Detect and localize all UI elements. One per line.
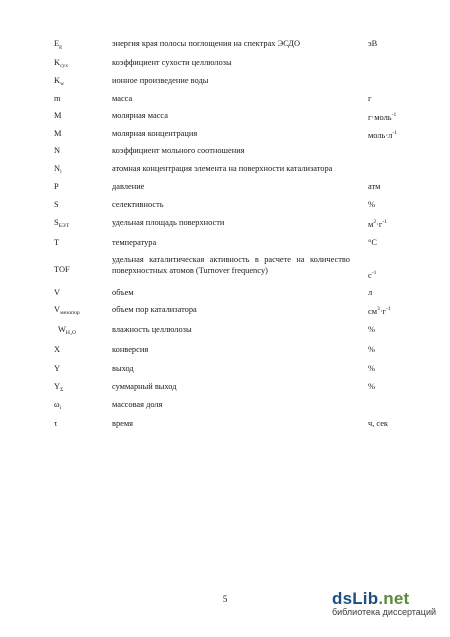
watermark-logo xyxy=(332,589,436,609)
unit-main: м xyxy=(368,220,374,229)
symbol-main: W xyxy=(58,325,66,334)
notation-symbol xyxy=(54,181,59,192)
symbol-main: Y xyxy=(54,364,61,373)
notation-description: конверсия xyxy=(112,345,149,354)
notation-unit xyxy=(368,363,375,374)
notation-description: коэффициент мольного соотношения xyxy=(112,146,245,155)
notation-symbol xyxy=(54,344,60,355)
watermark xyxy=(332,589,436,617)
symbol-main: P xyxy=(54,182,59,191)
notation-unit xyxy=(368,217,387,230)
symbol-subscript: i xyxy=(59,405,62,411)
notation-symbol xyxy=(54,264,70,275)
notation-unit xyxy=(368,268,376,281)
notation-description: удельная каталитическая активность в расчете на количество поверхностных атомов (Turnover frequency) xyxy=(112,255,350,275)
notation-description: молярная масса xyxy=(112,111,168,120)
notation-unit xyxy=(368,128,397,141)
unit-middle: ·г xyxy=(379,307,387,316)
notation-description: атомная концентрация элемента на поверхности катализатора xyxy=(112,164,333,173)
notation-unit xyxy=(368,199,375,210)
notation-unit xyxy=(368,324,375,335)
symbol-main: S xyxy=(54,200,59,209)
unit-superscript: -1 xyxy=(391,112,397,118)
unit-superscript: -1 xyxy=(382,219,388,225)
notation-unit xyxy=(368,181,380,192)
notation-description: температура xyxy=(112,238,157,247)
unit-main: атм xyxy=(368,182,381,191)
symbol-main: Y xyxy=(54,382,61,391)
notation-symbol xyxy=(54,128,61,139)
unit-main: % xyxy=(368,382,375,391)
symbol-main: N xyxy=(54,164,61,173)
symbol-subscript: Σ xyxy=(60,387,64,393)
unit-main: моль·л xyxy=(368,131,393,140)
symbol-main: V xyxy=(54,305,61,314)
symbol-subscript: мезопор xyxy=(60,310,80,316)
unit-main: % xyxy=(368,345,375,354)
notation-description: масса xyxy=(112,94,133,103)
symbol-main: T xyxy=(54,238,60,247)
unit-main: % xyxy=(368,325,375,334)
symbol-main: X xyxy=(54,345,61,354)
symbol-main: ω xyxy=(54,400,60,409)
unit-main: см xyxy=(368,307,378,316)
notation-symbol xyxy=(54,304,80,319)
notation-description: массовая доля xyxy=(112,400,163,409)
notation-unit xyxy=(368,304,391,317)
symbol-main: M xyxy=(54,129,62,138)
symbol-main: K xyxy=(54,76,61,85)
notation-symbol xyxy=(54,363,60,374)
unit-superscript: 3 xyxy=(377,306,380,312)
notation-description: селективность xyxy=(112,200,164,209)
notation-description: ионное произведение воды xyxy=(112,76,209,85)
symbol-subscript: сух xyxy=(60,63,69,69)
notation-symbol xyxy=(54,75,64,90)
watermark-tagline: библиотека диссертаций xyxy=(331,607,436,617)
symbol-main: m xyxy=(54,94,61,103)
notation-symbol xyxy=(54,287,60,298)
symbol-subscript: w xyxy=(60,81,65,87)
symbol-main: K xyxy=(54,58,61,67)
unit-main: эВ xyxy=(368,39,378,48)
unit-main: ч, сек xyxy=(368,419,389,428)
notation-symbol xyxy=(54,381,63,396)
notation-description: молярная концентрация xyxy=(112,129,198,138)
notation-description: время xyxy=(112,419,134,428)
notation-description: удельная площадь поверхности xyxy=(112,218,225,227)
watermark-logo-part-1: dsLib xyxy=(331,589,379,608)
unit-superscript: 2 xyxy=(373,219,377,225)
notation-symbol xyxy=(54,217,69,232)
notation-description: давление xyxy=(112,182,145,191)
page-number: 5 xyxy=(222,594,228,604)
notation-unit xyxy=(368,110,396,123)
unit-middle: ·г xyxy=(376,220,383,229)
notation-symbol xyxy=(54,145,60,156)
unit-main: % xyxy=(368,364,375,373)
notation-unit xyxy=(368,237,377,248)
notation-unit xyxy=(368,344,375,355)
notation-symbol xyxy=(54,199,59,210)
symbol-main: S xyxy=(54,218,59,227)
unit-main: °C xyxy=(368,238,377,247)
notation-symbol xyxy=(54,93,61,104)
notation-symbol xyxy=(58,324,76,339)
symbol-main: M xyxy=(54,111,62,120)
notation-symbol xyxy=(54,163,62,178)
notation-unit xyxy=(368,93,371,104)
notation-description: объем пор катализатора xyxy=(112,305,197,314)
unit-main: л xyxy=(368,288,373,297)
unit-superscript: -1 xyxy=(371,270,377,276)
unit-main: % xyxy=(368,200,375,209)
notation-unit xyxy=(368,38,377,49)
watermark-logo-part-2: .net xyxy=(378,589,410,608)
symbol-main: V xyxy=(54,288,61,297)
notation-description: выход xyxy=(112,364,134,373)
unit-main: г xyxy=(368,94,372,103)
symbol-main: N xyxy=(54,146,61,155)
notation-symbol xyxy=(54,237,59,248)
notation-description: суммарный выход xyxy=(112,382,177,391)
symbol-subscript: g xyxy=(59,44,62,50)
notation-symbol xyxy=(54,418,57,429)
notation-description: объем xyxy=(112,288,134,297)
symbol-subscript: БЭТ xyxy=(58,223,69,229)
symbol-main: τ xyxy=(54,419,58,428)
unit-superscript: -1 xyxy=(386,306,391,312)
symbol-subscript: i xyxy=(60,169,62,175)
notation-symbol xyxy=(54,399,61,414)
unit-main: с xyxy=(368,271,372,280)
notation-description: влажность целлюлозы xyxy=(112,325,192,334)
notation-description: энергия края полосы поглощения на спектрах ЭСДО xyxy=(112,39,301,48)
notation-unit xyxy=(368,287,372,298)
notation-unit xyxy=(368,418,388,429)
unit-superscript: -1 xyxy=(392,130,398,136)
symbol-subscript: H₂O xyxy=(65,330,76,336)
notation-symbol xyxy=(54,110,61,121)
notation-symbol xyxy=(54,38,62,53)
unit-main: г·моль xyxy=(368,113,392,122)
symbol-main: TOF xyxy=(54,265,70,274)
notation-unit xyxy=(368,381,375,392)
symbol-main: E xyxy=(54,39,60,48)
notation-description: коэффициент сухости целлюлозы xyxy=(112,58,232,67)
notation-symbol xyxy=(54,57,68,72)
